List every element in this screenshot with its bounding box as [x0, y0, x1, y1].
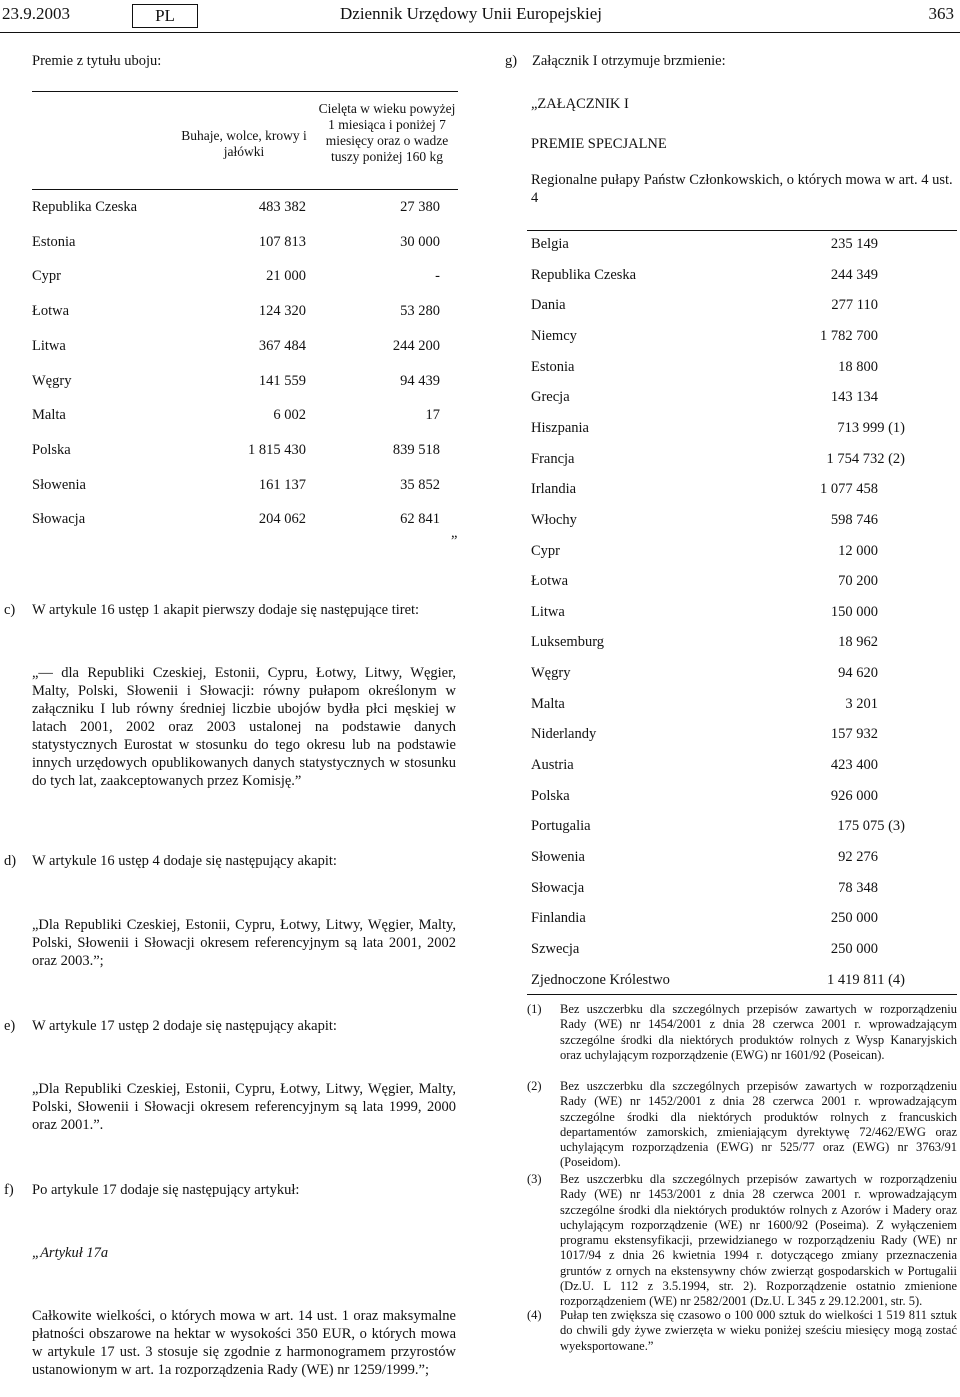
annex-subheading: PREMIE SPECJALNE [531, 136, 667, 152]
row-ceiling-value: 78 348 [838, 879, 878, 896]
row-country: Łotwa [32, 303, 70, 320]
footnote-mark: (2) [527, 1079, 542, 1093]
item-g [505, 52, 957, 70]
row-country: Włochy [531, 511, 577, 528]
item-c-quote: „— dla Republiki Czeskiej, Estonii, Cypru, Łotwy, Litwy, Węgier, Malty, Polski, Słowenii i Słowacji: równy pułapom określonym w załączniku I lub równy średniej liczbie ubojów bydła płci męskiej w latach 2001, 2002 oraz 2003 ustalonej na podstawie danych statystycznych Eurostat w stosunku do tego okresu lub na podstawie innych urzędowych opublikowanych danych statystycznych w stosunku do tych lat, zaakceptowanych przez Komisję.” [32, 665, 456, 789]
row-country: Szwecja [531, 940, 580, 957]
article-17a-title: „Artykuł 17a [32, 1245, 109, 1261]
row-ceiling-value: 18 800 [838, 358, 878, 375]
row-country: Litwa [531, 603, 565, 620]
row-ceiling-value: 3 201 [845, 695, 878, 712]
table-row [531, 573, 957, 591]
row-ceiling-value: 175 075 [837, 818, 885, 835]
table-row [531, 604, 957, 622]
footnote [527, 1079, 957, 1171]
table-row [531, 696, 957, 714]
row-ceiling [771, 297, 878, 314]
row-country: Portugalia [531, 818, 591, 835]
table-row [32, 268, 458, 286]
row-country: Węgry [531, 665, 571, 682]
table-row [531, 359, 957, 377]
footnote-text: Bez uszczerbku dla szczególnych przepisów zawartych w rozporządzeniu Rady (WE) nr 1454/2001 z dnia 28 czerwca 2001 r. wprowadzającym szczególne środki dla niektórych produktów rolnych z Wysp Kanaryjskich oraz uchylającym rozporządzenie (EWG) nr 1601/92 (Poseican). [560, 1002, 957, 1062]
row-country: Estonia [531, 358, 575, 375]
row-country: Malta [32, 407, 66, 424]
footnote-ref: (1) [888, 419, 905, 436]
journal-title: Dziennik Urzędowy Unii Europejskiej [340, 4, 603, 23]
language-code: PL [132, 4, 198, 28]
header-rule [0, 32, 960, 33]
page-number: 363 [928, 4, 954, 23]
row-ceiling [771, 420, 905, 437]
item-e-text: W artykule 17 ustęp 2 dodaje się następujący akapit: [32, 1018, 337, 1034]
row-country: Słowacja [32, 511, 86, 528]
annex-intro: Regionalne pułapy Państw Członkowskich, o których mowa w art. 4 ust. 4 [531, 172, 953, 206]
table-row [531, 788, 957, 806]
row-country: Cypr [32, 268, 61, 285]
left-title: Premie z tytułu uboju: [32, 53, 162, 69]
row-country: Luksemburg [531, 634, 605, 651]
table-row [531, 910, 957, 928]
row-country: Republika Czeska [531, 266, 637, 283]
row-ceiling [771, 757, 878, 774]
row-ceiling-value: 1 754 732 [826, 450, 885, 467]
row-ceiling-value: 150 000 [830, 603, 878, 620]
footnote-mark: (4) [527, 1308, 542, 1322]
table-row [531, 512, 957, 530]
row-value-calves: 244 200 [392, 337, 440, 354]
item-g-label: g) [505, 53, 518, 69]
row-ceiling-value: 12 000 [838, 542, 878, 559]
row-ceiling-value: 1 419 811 [826, 971, 885, 988]
table-top-rule [32, 91, 458, 92]
row-value-calves: 30 000 [400, 233, 440, 250]
table-row [531, 665, 957, 683]
footnote-text: Bez uszczerbku dla szczególnych przepisów zawartych w rozporządzeniu Rady (WE) nr 1452/2001 z dnia 28 czerwca 2001 r. wprowadzającym szczególne środki dla niektórych produktów rolnych z francuskich departamentów zamorskich, zmieniającym dyrektywę 72/462/EWG oraz uchylającym rozporządzenia (EWG) nr 525/77 oraz (EWG) nr 3763/91 (Poseidom). [560, 1079, 957, 1170]
row-country: Dania [531, 297, 566, 314]
article-17a-body: Całkowite wielkości, o których mowa w art. 14 ust. 1 oraz maksymalne płatności obszarowe na hektar w wysokości 350 EUR, o których mowa w artykule 17 ust. 3 stosuje się zgodnie z harmonogramem przyrostów ustanowionym w art. 1a rozporządzenia Rady (WE) nr 1259/1999.”; [32, 1308, 456, 1378]
row-value-calves: 94 439 [400, 372, 440, 389]
table-row [32, 338, 458, 356]
row-country: Polska [32, 441, 71, 458]
table-row [531, 389, 957, 407]
row-ceiling-value: 244 349 [830, 266, 878, 283]
row-value-calves: 53 280 [400, 303, 440, 320]
row-ceiling [771, 267, 878, 284]
row-value-calves: - [435, 268, 440, 285]
item-d [4, 852, 464, 870]
row-ceiling [771, 665, 878, 682]
table-row [531, 451, 957, 469]
footnote-ref: (2) [888, 450, 905, 467]
row-value-cattle: 1 815 430 [248, 441, 306, 458]
item-e-label: e) [4, 1018, 16, 1034]
item-f [4, 1181, 464, 1199]
row-country: Zjednoczone Królestwo [531, 971, 670, 988]
table-row [531, 328, 957, 346]
row-country: Niemcy [531, 327, 577, 344]
table-row [531, 972, 957, 990]
footnote-ref: (3) [888, 818, 905, 835]
row-ceiling-value: 1 077 458 [820, 481, 878, 498]
item-e-quote: „Dla Republiki Czeskiej, Estonii, Cypru, Łotwy, Litwy, Węgier, Malty, Polski, Słowenii i Słowacji okresem referencyjnym są lata 1999, 2000 oraz 2001.”. [32, 1081, 456, 1133]
table-row [531, 849, 957, 867]
table-header-col1: Buhaje, wolce, krowy i jałówki [181, 128, 307, 159]
footnote-text: Bez uszczerbku dla szczególnych przepisów zawartych w rozporządzeniu Rady (WE) nr 1453/2001 z dnia 28 czerwca 2001 r. wprowadzającym szczególne środki dla niektórych produktów rolnych z Azorów i Madery oraz uchylającym rozporządzenie (WE) nr 1600/92 (Poseima). Z wyłączeniem programu ekstensyfikacji, przewidzianego w rozporządzeniu Rady (WE) nr 1017/94 z dnia 26 kwietnia 1994 r. dotyczącego zmiany przeznaczenia gruntów z ornych na ekstensywny chów zwierząt gospodarskich w Portugalii (Dz.U. L 112 z 3.5.1994, str. 2). Rozporządzenie ostatnio zmienione rozporządzeniem (WE) nr 2582/2001 (Dz.U. L 345 z 29.12.2001, str. 5). [560, 1172, 957, 1309]
footnote-ref: (4) [888, 971, 905, 988]
row-country: Malta [531, 695, 565, 712]
row-country: Niderlandy [531, 726, 597, 743]
row-country: Polska [531, 787, 570, 804]
header-date: 23.9.2003 [2, 4, 70, 23]
row-country: Łotwa [531, 573, 569, 590]
row-ceiling-value: 235 149 [830, 236, 878, 252]
row-ceiling-value: 598 746 [830, 511, 878, 528]
row-country: Irlandia [531, 481, 577, 498]
table-row [32, 234, 458, 252]
footnote [527, 1172, 957, 1310]
row-ceiling [771, 634, 878, 651]
row-ceiling-value: 94 620 [838, 665, 878, 682]
row-ceiling [771, 788, 878, 805]
row-value-cattle: 161 137 [258, 476, 306, 493]
table-row [32, 373, 458, 391]
row-country: Belgia [531, 236, 569, 252]
item-c-text: W artykule 16 ustęp 1 akapit pierwszy dodaje się następujące tiret: [32, 602, 420, 618]
row-ceiling-value: 70 200 [838, 573, 878, 590]
table-row [531, 297, 957, 315]
table-row [531, 941, 957, 959]
row-country: Litwa [32, 337, 66, 354]
row-ceiling-value: 277 110 [831, 297, 878, 314]
table-row [531, 267, 957, 285]
table-row [531, 818, 957, 836]
row-ceiling [771, 451, 905, 468]
row-value-cattle: 367 484 [258, 337, 306, 354]
annex-heading: „ZAŁĄCZNIK I [531, 96, 629, 112]
row-value-calves: 27 380 [400, 199, 440, 215]
row-ceiling [771, 726, 878, 743]
table-row [32, 199, 458, 217]
table-closing-quote: ” [451, 533, 458, 549]
row-value-cattle: 6 002 [273, 407, 306, 424]
item-c [4, 601, 464, 619]
row-country: Słowacja [531, 879, 585, 896]
footnote-mark: (3) [527, 1172, 542, 1186]
annex-table-top-rule [527, 230, 957, 231]
table-row [531, 543, 957, 561]
row-value-cattle: 124 320 [258, 303, 306, 320]
row-ceiling-value: 1 782 700 [820, 327, 878, 344]
row-ceiling [771, 849, 878, 866]
row-ceiling-value: 18 962 [838, 634, 878, 651]
footnote [527, 1308, 957, 1354]
footnote-mark: (1) [527, 1002, 542, 1016]
row-ceiling [771, 481, 878, 498]
row-value-cattle: 204 062 [258, 511, 306, 528]
row-value-calves: 17 [425, 407, 440, 424]
table-row [531, 481, 957, 499]
table-header-rule [32, 189, 458, 190]
table-row [32, 303, 458, 321]
row-country: Francja [531, 450, 575, 467]
row-ceiling [771, 972, 905, 989]
table-row [531, 236, 957, 254]
table-row [531, 880, 957, 898]
table-row [32, 477, 458, 495]
table-row [531, 420, 957, 438]
row-country: Republika Czeska [32, 199, 138, 215]
row-value-calves: 839 518 [392, 441, 440, 458]
row-ceiling [771, 512, 878, 529]
table-header-col2: Cielęta w wieku powyżej 1 miesiąca i poniżej 7 miesięcy oraz o wadze tuszy poniżej 160 kg [318, 101, 456, 164]
row-value-cattle: 141 559 [258, 372, 306, 389]
table-row [531, 634, 957, 652]
row-country: Grecja [531, 389, 570, 406]
row-ceiling [771, 818, 905, 835]
row-value-calves: 62 841 [400, 511, 440, 528]
table-row [32, 442, 458, 460]
item-d-text: W artykule 16 ustęp 4 dodaje się następujący akapit: [32, 853, 337, 869]
item-d-label: d) [4, 853, 17, 869]
footnote-text: Pułap ten zwiększa się czasowo o 100 000 sztuk do wielkości 1 519 811 sztuk do chwili gdy żywe zwierzęta w wieku poniżej sześciu miesięcy mogą zostać wyeksportowane.” [560, 1308, 957, 1353]
row-country: Węgry [32, 372, 72, 389]
table-row [32, 407, 458, 425]
row-country: Cypr [531, 542, 560, 559]
row-ceiling-value: 713 999 [837, 419, 885, 436]
row-country: Hiszpania [531, 419, 589, 436]
row-country: Austria [531, 757, 574, 774]
row-country: Słowenia [531, 849, 585, 865]
row-value-cattle: 21 000 [266, 268, 306, 285]
row-country: Estonia [32, 233, 76, 250]
row-ceiling-value: 143 134 [830, 389, 878, 406]
row-ceiling-value: 92 276 [838, 849, 878, 865]
footnote [527, 1002, 957, 1063]
row-ceiling [771, 880, 878, 897]
row-value-cattle: 107 813 [258, 233, 306, 250]
row-ceiling-value: 250 000 [830, 940, 878, 957]
row-ceiling-value: 926 000 [830, 787, 878, 804]
item-c-label: c) [4, 602, 16, 618]
row-ceiling [771, 941, 878, 958]
row-ceiling [771, 696, 878, 713]
row-ceiling [771, 236, 878, 253]
row-ceiling [771, 604, 878, 621]
table-row [32, 511, 458, 529]
row-ceiling [771, 573, 878, 590]
row-ceiling-value: 157 932 [830, 726, 878, 743]
annex-table-bottom-rule [527, 994, 957, 995]
row-ceiling-value: 250 000 [830, 910, 878, 927]
item-f-text: Po artykule 17 dodaje się następujący artykuł: [32, 1182, 300, 1198]
table-row [531, 726, 957, 744]
row-value-cattle: 483 382 [258, 199, 306, 215]
row-ceiling [771, 543, 878, 560]
row-country: Finlandia [531, 910, 586, 927]
item-f-label: f) [4, 1182, 14, 1198]
page-header [0, 4, 960, 28]
table-row [531, 757, 957, 775]
row-country: Słowenia [32, 476, 86, 493]
item-g-text: Załącznik I otrzymuje brzmienie: [532, 53, 726, 69]
row-ceiling-value: 423 400 [830, 757, 878, 774]
row-value-calves: 35 852 [400, 476, 440, 493]
item-e [4, 1017, 464, 1035]
row-ceiling [771, 328, 878, 345]
row-ceiling [771, 389, 878, 406]
row-ceiling [771, 910, 878, 927]
row-ceiling [771, 359, 878, 376]
item-d-quote: „Dla Republiki Czeskiej, Estonii, Cypru, Łotwy, Litwy, Węgier, Malty, Polski, Słowenii i Słowacji okresem referencyjnym są lata 2001, 2002 oraz 2003.”; [32, 917, 456, 969]
